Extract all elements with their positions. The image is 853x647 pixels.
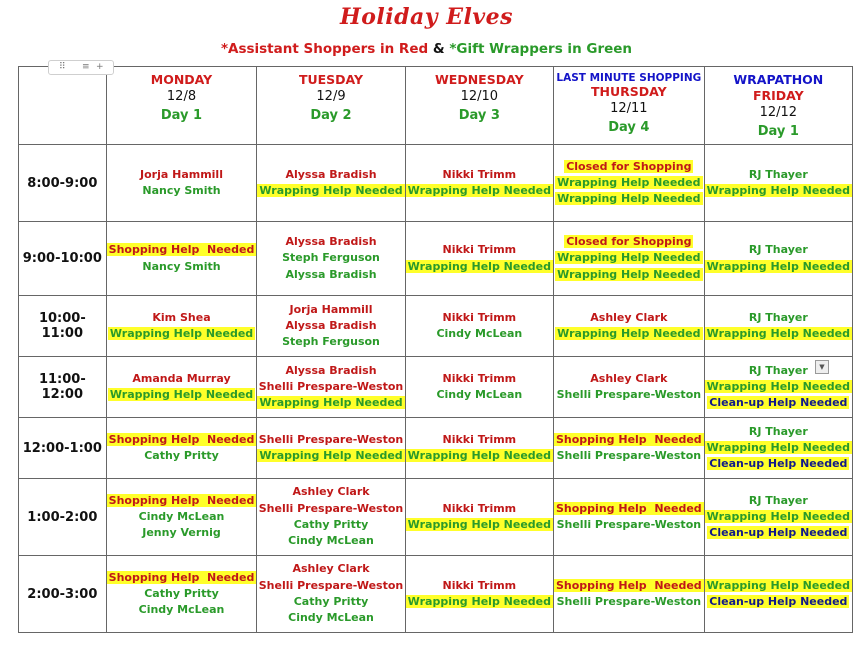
schedule-cell[interactable]: [704, 418, 852, 479]
help-needed-badge: Wrapping Help Needed: [706, 509, 850, 523]
help-needed-badge: Wrapping Help Needed: [407, 184, 551, 197]
volunteer-name: Cindy McLean: [288, 534, 374, 548]
help-needed-badge: Shopping Help Needed: [108, 570, 255, 584]
volunteer-name: Cindy McLean: [288, 611, 374, 625]
time-slot: 12:00-1:00: [19, 418, 107, 479]
help-needed-badge: Shopping Help Needed: [108, 432, 255, 446]
time-slot: 8:00-9:00: [19, 145, 107, 222]
help-needed-badge: Wrapping Help Needed: [109, 388, 254, 401]
help-needed-badge: Wrapping Help Needed: [259, 396, 403, 410]
schedule-cell[interactable]: [106, 296, 257, 357]
help-needed-badge: Wrapping Help Needed: [706, 379, 850, 393]
volunteer-name: Nikki Trimm: [442, 501, 517, 515]
volunteer-name: Jenny Vernig: [142, 526, 221, 540]
volunteer-name: Shelli Prespare-Weston: [556, 388, 702, 401]
help-needed-badge: Wrapping Help Needed: [407, 259, 551, 273]
help-needed-badge: Wrapping Help Needed: [557, 327, 701, 340]
volunteer-name: Cindy McLean: [436, 388, 523, 401]
schedule-cell[interactable]: [257, 145, 405, 222]
volunteer-name: RJ Thayer: [748, 167, 808, 181]
day-name: FRIDAY: [752, 88, 804, 103]
volunteer-name: Cathy Pritty: [144, 449, 219, 462]
header-monday: [106, 67, 257, 145]
header-row: [19, 67, 853, 145]
volunteer-name: RJ Thayer: [748, 493, 808, 507]
schedule-cell[interactable]: [554, 556, 705, 633]
schedule-cell[interactable]: [704, 556, 852, 633]
day-name: WEDNESDAY: [435, 72, 524, 87]
volunteer-name: Ashley Clark: [590, 371, 668, 385]
schedule-cell[interactable]: [106, 479, 257, 556]
schedule-body: [19, 145, 853, 633]
table-row: [19, 296, 853, 357]
schedule-cell[interactable]: [405, 556, 553, 633]
subtitle: [0, 41, 853, 57]
time-slot: 2:00-3:00: [19, 556, 107, 633]
volunteer-name: Ashley Clark: [292, 485, 370, 499]
day-number: Day 4: [608, 120, 650, 135]
schedule-cell[interactable]: [554, 418, 705, 479]
volunteer-name: Alyssa Bradish: [285, 318, 377, 332]
help-needed-badge: Wrapping Help Needed: [557, 251, 701, 265]
day-number: Day 2: [310, 108, 352, 123]
volunteer-name: Steph Ferguson: [282, 335, 380, 349]
volunteer-name: Nancy Smith: [142, 259, 221, 273]
help-needed-badge: Wrapping Help Needed: [557, 175, 701, 189]
help-needed-badge: Clean-up Help Needed: [709, 457, 848, 471]
schedule-cell[interactable]: [106, 418, 257, 479]
volunteer-name: Amanda Murray: [132, 371, 231, 385]
help-needed-badge: Wrapping Help Needed: [407, 518, 551, 531]
help-needed-badge: Shopping Help Needed: [556, 501, 702, 515]
help-needed-badge: Wrapping Help Needed: [407, 595, 551, 608]
time-slot: 1:00-2:00: [19, 479, 107, 556]
volunteer-name: Kim Shea: [152, 310, 211, 324]
day-date: 12/11: [610, 101, 648, 116]
subtitle-wrappers: *Gift Wrappers in Green: [449, 41, 633, 57]
volunteer-name: Cindy McLean: [138, 509, 225, 523]
table-row: [19, 479, 853, 556]
day-name: MONDAY: [150, 72, 213, 87]
schedule-cell[interactable]: [106, 357, 257, 418]
volunteer-name: Shelli Prespare-Weston: [258, 432, 404, 446]
header-tuesday: [257, 67, 405, 145]
volunteer-name: Jorja Hammill: [289, 302, 373, 316]
page-title: Holiday Elves: [339, 4, 514, 30]
day-number: Day 3: [458, 108, 500, 123]
volunteer-name: Nancy Smith: [142, 184, 221, 197]
schedule-cell[interactable]: [704, 145, 852, 222]
schedule-cell[interactable]: [704, 222, 852, 296]
day-theme: WRAPATHON: [733, 72, 824, 87]
volunteer-name: RJ Thayer: [748, 424, 808, 438]
table-toolbar[interactable]: [48, 60, 114, 75]
help-needed-badge: Clean-up Help Needed: [709, 595, 848, 608]
help-needed-badge: Shopping Help Needed: [108, 493, 255, 507]
schedule-cell[interactable]: [704, 479, 852, 556]
help-needed-badge: Clean-up Help Needed: [709, 526, 848, 540]
table-row: [19, 357, 853, 418]
help-needed-badge: Wrapping Help Needed: [259, 449, 403, 462]
help-needed-badge: Closed for Shopping: [566, 159, 692, 173]
day-date: 12/8: [166, 89, 197, 104]
header-thursday: [554, 67, 705, 145]
volunteer-name: RJ Thayer: [748, 310, 808, 324]
help-needed-badge: Shopping Help Needed: [556, 432, 702, 446]
subtitle-amp: &: [428, 41, 450, 57]
day-date: 12/12: [759, 105, 798, 120]
volunteer-name: Nikki Trimm: [442, 371, 517, 385]
help-needed-badge: Wrapping Help Needed: [706, 578, 850, 592]
schedule-cell[interactable]: [704, 296, 852, 357]
volunteer-name: Shelli Prespare-Weston: [258, 379, 404, 393]
time-slot: 10:00-11:00: [19, 296, 107, 357]
day-number: Day 1: [757, 124, 799, 139]
schedule-cell[interactable]: [257, 479, 405, 556]
volunteer-name: Alyssa Bradish: [285, 267, 377, 281]
schedule-cell[interactable]: [106, 145, 257, 222]
help-needed-badge: Wrapping Help Needed: [557, 192, 701, 206]
volunteer-name: Shelli Prespare-Weston: [556, 595, 702, 608]
corner-cell: [19, 67, 107, 145]
volunteer-name: Nikki Trimm: [442, 432, 517, 446]
volunteer-name: Shelli Prespare-Weston: [556, 518, 702, 531]
header-friday: [704, 67, 852, 145]
header-wednesday: [405, 67, 553, 145]
volunteer-name: Nikki Trimm: [442, 243, 517, 257]
volunteer-name: Alyssa Bradish: [285, 235, 377, 249]
help-needed-badge: Wrapping Help Needed: [706, 327, 850, 340]
volunteer-name: RJ Thayer: [748, 243, 808, 257]
day-date: 12/10: [460, 89, 499, 104]
time-slot: 9:00-10:00: [19, 222, 107, 296]
volunteer-name: Cathy Pritty: [293, 518, 369, 531]
schedule-cell[interactable]: [554, 145, 705, 222]
schedule-cell[interactable]: [257, 222, 405, 296]
volunteer-name: Cindy McLean: [138, 603, 225, 617]
volunteer-name: Ashley Clark: [292, 562, 370, 576]
day-theme: LAST MINUTE SHOPPING: [556, 72, 702, 84]
schedule-cell[interactable]: [257, 556, 405, 633]
volunteer-name: Steph Ferguson: [282, 251, 380, 265]
table-row: [19, 418, 853, 479]
help-needed-badge: Wrapping Help Needed: [706, 440, 850, 454]
schedule-cell[interactable]: [257, 357, 405, 418]
day-name: TUESDAY: [298, 72, 364, 87]
volunteer-name: Alyssa Bradish: [285, 167, 377, 181]
day-name: THURSDAY: [591, 84, 667, 99]
volunteer-name: Shelli Prespare-Weston: [258, 578, 404, 592]
schedule-cell[interactable]: [257, 418, 405, 479]
table-options-icon[interactable]: ≡: [82, 62, 90, 72]
schedule-cell[interactable]: [405, 296, 553, 357]
schedule-cell[interactable]: [554, 296, 705, 357]
table-row: [19, 556, 853, 633]
help-needed-badge: Wrapping Help Needed: [109, 327, 254, 340]
schedule-cell[interactable]: [106, 556, 257, 633]
help-needed-badge: Wrapping Help Needed: [706, 259, 850, 273]
schedule-cell[interactable]: [405, 222, 553, 296]
volunteer-name: Ashley Clark: [590, 310, 668, 324]
help-needed-badge: Wrapping Help Needed: [407, 449, 551, 462]
cell-dropdown-icon[interactable]: ▼: [815, 360, 829, 374]
volunteer-name: Shelli Prespare-Weston: [556, 449, 702, 462]
volunteer-name: Cindy McLean: [436, 327, 523, 340]
table-row: [19, 222, 853, 296]
volunteer-name: Jorja Hammill: [140, 167, 223, 181]
help-needed-badge: Closed for Shopping: [566, 235, 692, 249]
volunteer-name: Alyssa Bradish: [285, 363, 377, 377]
schedule-cell[interactable]: [106, 222, 257, 296]
volunteer-name: Cathy Pritty: [293, 595, 369, 608]
subtitle-shoppers: *Assistant Shoppers in Red: [220, 41, 429, 57]
schedule-cell[interactable]: [257, 296, 405, 357]
add-icon[interactable]: +: [96, 62, 104, 72]
help-needed-badge: Wrapping Help Needed: [259, 184, 403, 197]
schedule-cell[interactable]: [405, 479, 553, 556]
day-number: Day 1: [160, 108, 203, 123]
help-needed-badge: Shopping Help Needed: [108, 243, 255, 257]
volunteer-name: Nikki Trimm: [442, 310, 517, 324]
schedule-cell[interactable]: [405, 418, 553, 479]
schedule-cell[interactable]: [554, 357, 705, 418]
schedule-cell[interactable]: [554, 222, 705, 296]
table-row: [19, 145, 853, 222]
drag-handle-icon[interactable]: ⠿: [59, 62, 66, 72]
schedule-cell[interactable]: [704, 357, 852, 418]
volunteer-name: Shelli Prespare-Weston: [258, 501, 404, 515]
help-needed-badge: Wrapping Help Needed: [706, 184, 850, 197]
schedule-cell[interactable]: [405, 357, 553, 418]
schedule-table: [18, 66, 853, 633]
volunteer-name: Nikki Trimm: [442, 578, 517, 592]
volunteer-name: RJ Thayer: [748, 363, 808, 377]
help-needed-badge: Shopping Help Needed: [556, 578, 702, 592]
day-date: 12/9: [316, 89, 346, 104]
help-needed-badge: Wrapping Help Needed: [557, 267, 701, 281]
schedule-cell[interactable]: [554, 479, 705, 556]
help-needed-badge: Clean-up Help Needed: [709, 396, 848, 410]
schedule-cell[interactable]: [405, 145, 553, 222]
time-slot: 11:00-12:00: [19, 357, 107, 418]
volunteer-name: Cathy Pritty: [144, 586, 219, 600]
volunteer-name: Nikki Trimm: [442, 167, 517, 181]
